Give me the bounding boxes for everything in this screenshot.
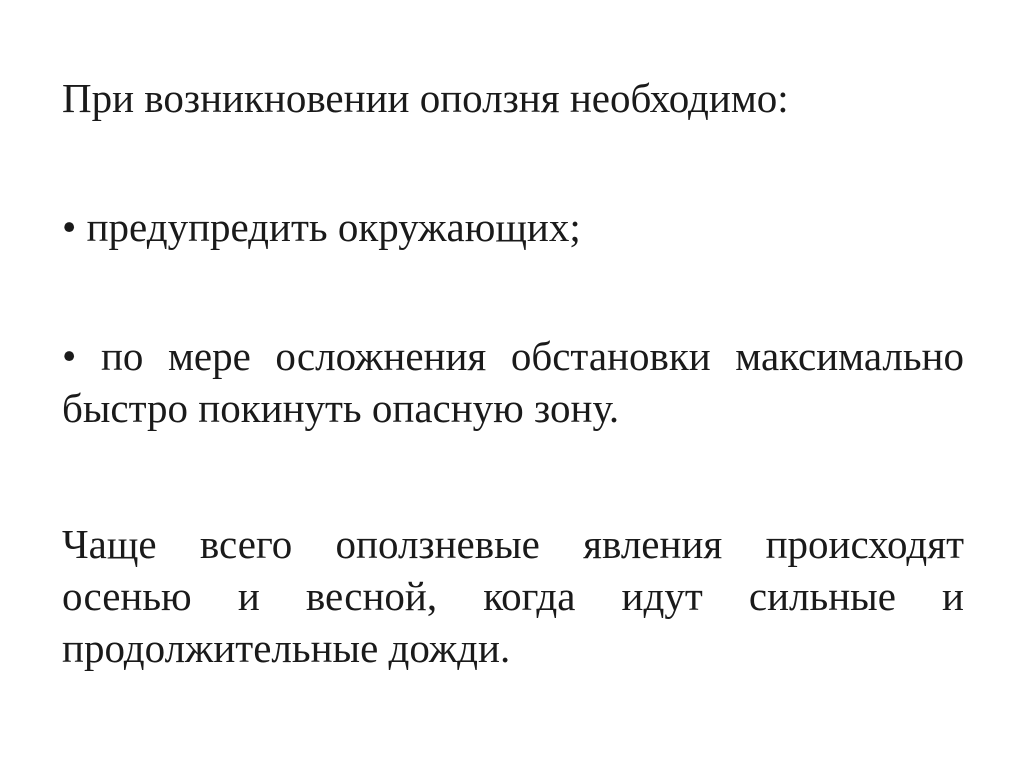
intro-text: При возникновении оползня необходимо: [62,75,789,121]
seasonal-note: Чаще всего оползневые явления происходят осенью и весной, когда идут сильные и продолжительные дожди. [62,521,964,671]
bullet-warn-others: • предупредить окружающих; [62,204,581,250]
bullet-leave-danger-zone: • по мере осложнения обстановки максимально быстро покинуть опасную зону. [62,333,964,431]
